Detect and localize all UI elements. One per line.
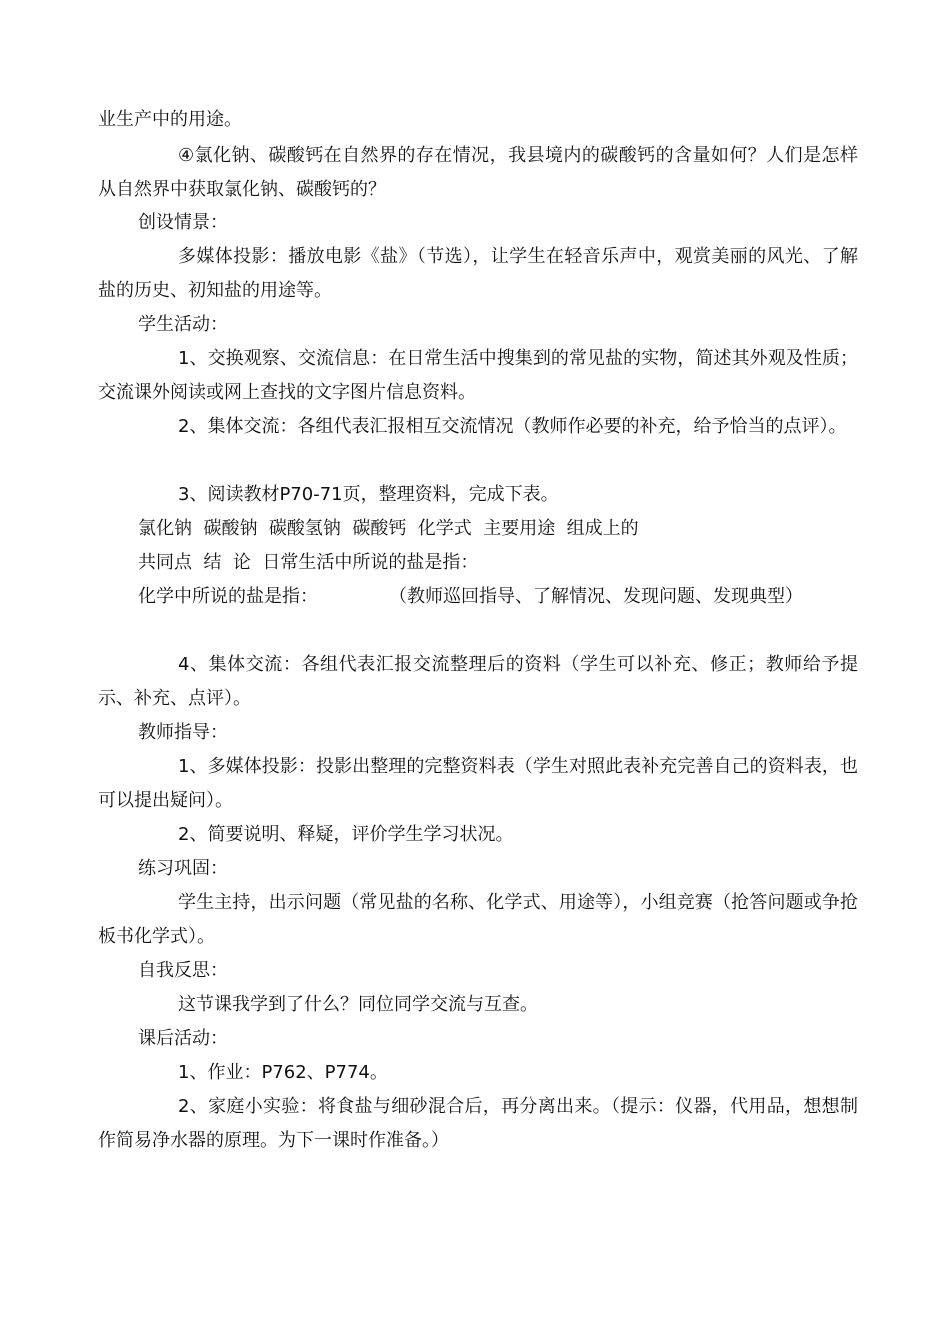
paragraph-read-textbook: 3、阅读教材P70-71页，整理资料，完成下表。: [178, 484, 559, 505]
teacher-guidance-note: （教师巡回指导、了解情况、发现问题、发现典型）: [398, 586, 803, 607]
paragraph-projection-table: 1、多媒体投影：投影出整理的完整资料表（学生对照此表补充完善自己的资料表，也可以提出疑问）。: [98, 756, 858, 811]
paragraph-group-exchange: 2、集体交流：各组代表汇报相互交流情况（教师作必要的补充，给予恰当的点评）。: [178, 416, 847, 437]
heading-teacher-guidance: 教师指导：: [138, 722, 228, 743]
paragraph-nacl-caco3-question: ④氯化钠、碳酸钙在自然界的存在情况，我县境内的碳酸钙的含量如何？人们是怎样从自然界中获取氯化钠、碳酸钙的？: [98, 145, 858, 200]
paragraph-group-report: 4、集体交流：各组代表汇报交流整理后的资料（学生可以补充、修正；教师给予提示、补充、点评）。: [98, 654, 858, 709]
paragraph-home-experiment: 2、家庭小实验：将食盐与细砂混合后，再分离出来。（提示：仪器，代用品，想想制作简易净水器的原理。为下一课时作准备。）: [98, 1096, 858, 1151]
heading-create-scenario: 创设情景：: [138, 212, 228, 233]
heading-practice: 练习巩固：: [138, 858, 228, 879]
paragraph-multimedia-movie: 多媒体投影：播放电影《盐》（节选），让学生在轻音乐声中，观赏美丽的风光、了解盐的历史、初知盐的用途等。: [98, 246, 858, 301]
paragraph-explain: 2、简要说明、释疑，评价学生学习状况。: [178, 824, 514, 845]
paragraph-what-learned: 这节课我学到了什么？同位同学交流与互查。: [178, 994, 538, 1015]
heading-student-activity: 学生活动：: [138, 314, 228, 335]
paragraph-homework: 1、作业：P762、P774。: [178, 1062, 388, 1083]
heading-self-reflection: 自我反思：: [138, 960, 228, 981]
paragraph-exchange-observe: 1、交换观察、交流信息：在日常生活中搜集到的常见盐的实物，简述其外观及性质；交流课外阅读或网上查找的文字图片信息资料。: [98, 348, 858, 403]
table-header-row-1: 氯化钠 碳酸钠 碳酸氢钠 碳酸钙 化学式 主要用途 组成上的: [138, 518, 639, 539]
table-header-row-2: 共同点 结 论 日常生活中所说的盐是指：: [138, 552, 479, 573]
paragraph-chemistry-salt-definition: [98, 580, 858, 614]
paragraph-usage-end: 业生产中的用途。: [98, 109, 242, 130]
paragraph-student-host: 学生主持，出示问题（常见盐的名称、化学式、用途等），小组竞赛（抢答问题或争抢板书化学式）。: [98, 892, 858, 947]
salt-definition-label: 化学中所说的盐是指：: [138, 586, 318, 607]
heading-after-class: 课后活动：: [138, 1028, 228, 1049]
